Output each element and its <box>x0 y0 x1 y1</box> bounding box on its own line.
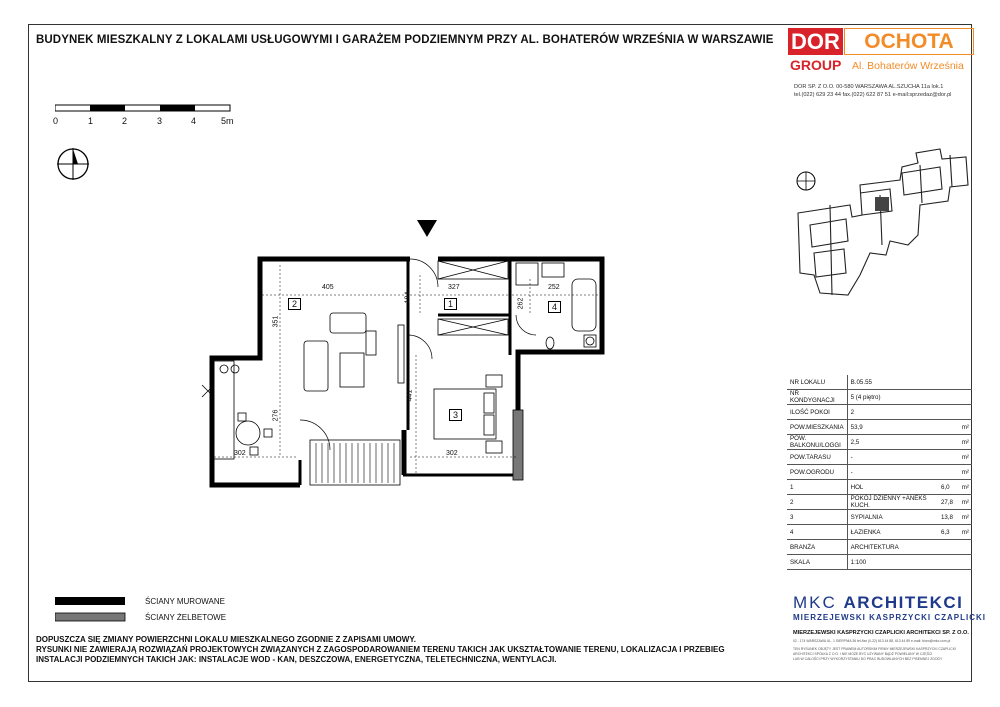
room-2-area: 27,8 <box>938 495 956 510</box>
room-1-unit: m² <box>956 480 972 495</box>
logo-group: GROUP <box>790 57 842 73</box>
scale-bar <box>55 104 240 114</box>
architect-logo <box>793 593 963 613</box>
room-2-unit: m² <box>956 495 972 510</box>
value-pow-ogrodu: - <box>847 465 956 480</box>
dim-441: 441 <box>406 389 414 402</box>
room-2-tag: 2 <box>288 298 301 310</box>
scale-label-1: 1 <box>88 116 94 126</box>
value-branza: ARCHITEKTURA <box>847 540 972 555</box>
unit-pow-mieszkania: m² <box>956 420 972 435</box>
label-nr-kondygnacji: NR KONDYGNACJI <box>787 390 847 405</box>
dim-276: 276 <box>272 409 280 422</box>
note-2: RYSUNKI NIE ZAWIERAJĄ ROZWIĄZAŃ PROJEKTOWYCH ZWIĄZANYCH Z ZAGOSPODAROWANIEM TERENU TAKICH JAK UKSZTAŁTOWANIE TERENU, LOKALIZACJA I PRZEBIEG <box>36 645 725 654</box>
legend-swatches <box>55 596 130 626</box>
page-title: BUDYNEK MIESZKALNY Z LOKALAMI USŁUGOWYMI I GARAŻEM PODZIEMNYM PRZY AL. BOHATERÓW WRZEŚNIA W WARSZAWIE <box>36 34 774 46</box>
scale-label-3: 3 <box>157 116 163 126</box>
value-skala: 1:100 <box>847 555 972 570</box>
architect-copyright-2: ARCHITEKCI SPÓŁKA Z O.O. I NIE MOŻE BYĆ UŻYWANY BĄDŹ POWIELANY W CZĘŚCI <box>793 652 933 656</box>
contact-line-2: tel.(022) 629 23 44 fax.(022) 622 87 51 e-mail:sprzedaz@dor.pl <box>794 92 952 98</box>
value-nr-lokalu: B.05.55 <box>847 375 972 390</box>
dim-302-a: 302 <box>234 450 246 457</box>
room-3-tag: 3 <box>449 409 462 421</box>
architect-copyright-3: LUB W CAŁOŚCI PRZY WYKORZYSTANIU DO PRAC BUDOWLANYCH BEZ PISEMNEJ ZGODY <box>793 657 943 661</box>
dim-302-b: 302 <box>446 450 458 457</box>
room-3-area: 13,8 <box>938 510 956 525</box>
architect-address: 02 - 174 WARSZAWA UL. 1 SIERPNIA 36 tel./fax (0-22) 613 44 88, 613 44 89 e-mail: biuro@mkc.com.pl <box>793 639 951 643</box>
value-nr-kondygnacji: 5 (4 piętro) <box>847 390 972 405</box>
logo-ochota: OCHOTA <box>844 28 974 55</box>
dim-252: 252 <box>548 284 560 291</box>
label-pow-ogrodu: POW.OGRODU <box>787 465 847 480</box>
dim-327: 327 <box>448 284 460 291</box>
dim-351: 351 <box>272 315 280 328</box>
value-pow-balkonu: 2,5 <box>847 435 956 450</box>
value-pow-tarasu: - <box>847 450 956 465</box>
room-1-name: HOL <box>847 480 938 495</box>
room-3-no: 3 <box>787 510 847 525</box>
unit-pow-balkonu: m² <box>956 435 972 450</box>
unit-pow-tarasu: m² <box>956 450 972 465</box>
room-1-no: 1 <box>787 480 847 495</box>
room-3-unit: m² <box>956 510 972 525</box>
legend-masonry: ŚCIANY MUROWANE <box>145 597 226 606</box>
architect-logo-b: ARCHITEKCI <box>843 593 964 612</box>
north-arrow-icon <box>55 145 95 185</box>
architect-firm: MIERZEJEWSKI KASPRZYCKI CZAPLICKI ARCHITEKCI SP. Z O.O. <box>793 630 969 636</box>
room-4-area: 6,3 <box>938 525 956 540</box>
floor-plan <box>180 215 620 505</box>
dim-262: 262 <box>517 297 525 310</box>
label-nr-lokalu: NR LOKALU <box>787 375 847 390</box>
room-1-tag: 1 <box>444 298 457 310</box>
note-1: DOPUSZCZA SIĘ ZMIANY POWIERZCHNI LOKALU MIESZKALNEGO ZGODNIE Z ZAPISAMI UMOWY. <box>36 635 416 644</box>
key-plan <box>790 145 970 300</box>
dim-405: 405 <box>322 284 334 291</box>
logo-subtitle: Al. Bohaterów Września <box>852 60 964 72</box>
notes <box>36 635 766 665</box>
logo-dor: DOR <box>788 28 843 55</box>
entrance-arrow-icon <box>417 220 437 237</box>
dim-184: 184 <box>404 291 412 304</box>
architect-copyright-1: TEN RYSUNEK OBJĘTY JEST PRAWEM AUTORSKIM FIRMY MIERZEJEWSKI KASPRZYCKI CZAPLICKI <box>793 647 956 651</box>
label-pow-tarasu: POW.TARASU <box>787 450 847 465</box>
note-3: INSTALACJI PODZIEMNYCH TAKICH JAK: INSTALACJE WOD - KAN, DESZCZOWA, ENERGETYCZNA, TELETECHNICZNA, WENTYLACJI. <box>36 655 557 664</box>
room-4-tag: 4 <box>548 301 561 313</box>
scale-label-4: 4 <box>191 116 197 126</box>
value-pow-mieszkania: 53,9 <box>847 420 956 435</box>
room-2-no: 2 <box>787 495 847 510</box>
legend-concrete: ŚCIANY ŻELBETOWE <box>145 613 227 622</box>
label-ilosc-pokoi: ILOŚĆ POKOI <box>787 405 847 420</box>
scale-label-5m: 5m <box>221 116 234 126</box>
label-pow-balkonu: POW. BALKONU/LOGGI <box>787 435 847 450</box>
scale-label-0: 0 <box>53 116 59 126</box>
room-3-name: SYPIALNIA <box>847 510 938 525</box>
room-4-name: ŁAZIENKA <box>847 525 938 540</box>
value-ilosc-pokoi: 2 <box>847 405 972 420</box>
label-skala: SKALA <box>787 555 847 570</box>
room-1-area: 6,0 <box>938 480 956 495</box>
room-4-unit: m² <box>956 525 972 540</box>
label-pow-mieszkania: POW.MIESZKANIA <box>787 420 847 435</box>
scale-label-2: 2 <box>122 116 128 126</box>
architect-subtitle: MIERZEJEWSKI KASPRZYCKI CZAPLICKI <box>793 613 987 622</box>
label-branza: BRANŻA <box>787 540 847 555</box>
room-4-no: 4 <box>787 525 847 540</box>
contact-line-1: DOR SP. Z O.O. 00-580 WARSZAWA AL.SZUCHA 11a lok.1 <box>794 84 944 90</box>
unit-pow-ogrodu: m² <box>956 465 972 480</box>
architect-logo-a: MKC <box>793 593 837 612</box>
room-2-name: POKÓJ DZIENNY +ANEKS KUCH. <box>847 495 938 510</box>
info-table <box>787 375 972 570</box>
